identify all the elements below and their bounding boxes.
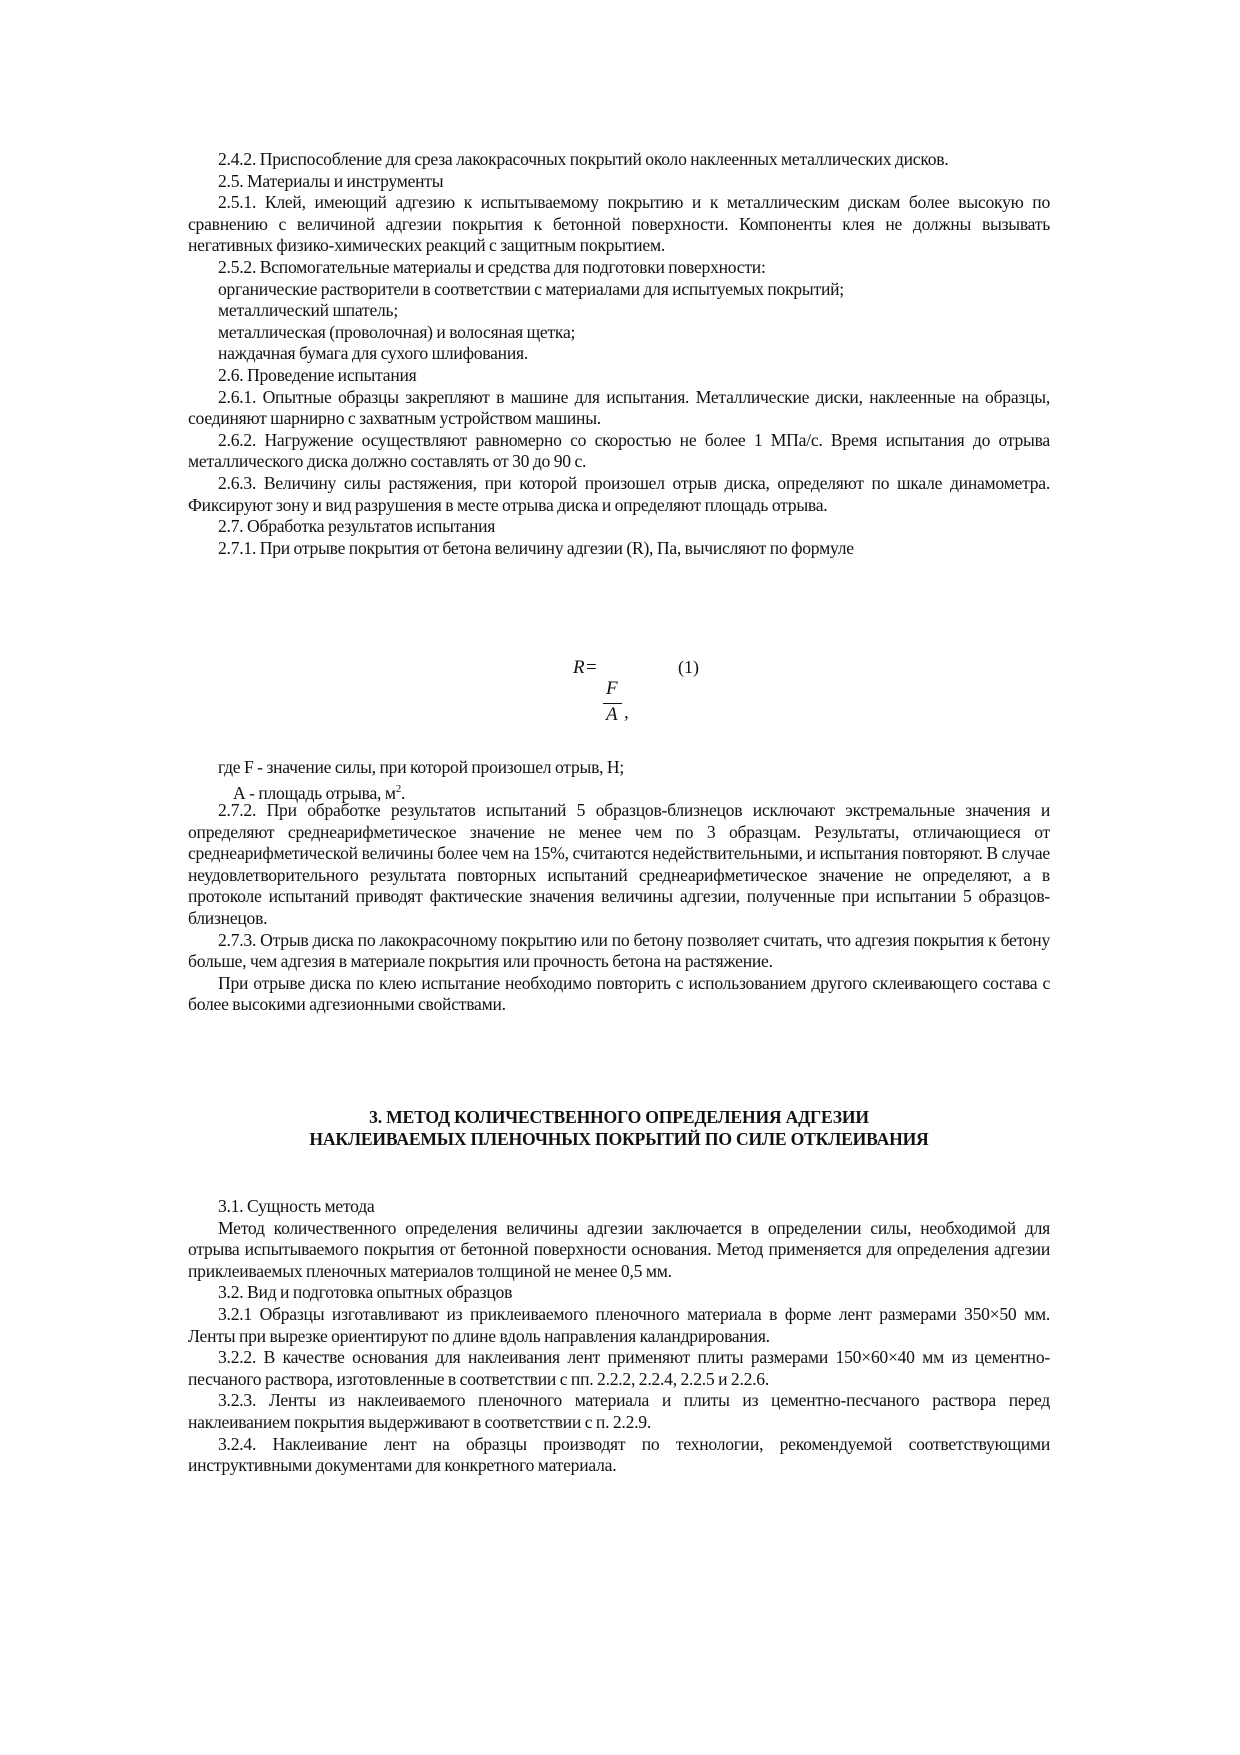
paragraph: наждачная бумага для сухого шлифования. bbox=[218, 343, 528, 364]
paragraph: 2.7.1. При отрыве покрытия от бетона величину адгезии (R), Па, вычисляют по формуле bbox=[218, 537, 854, 558]
paragraph: 2.7.2. При обработке результатов испытаний 5 образцов-близнецов исключают экстремальные значения и определяют среднеарифметическое значение не менее чем по 3 образцам. Результаты, отличающиеся от среднеарифметической величины более чем на 15%, считаются недействительными, и испытания повторяют. В случае неудовлетворительного результата повторных испытаний среднеарифметическое значение не определяют, а в протоколе испытаний приводят фактические значения величины адгезии, полученные при испытании 5 образцов-близнецов. bbox=[188, 800, 1050, 928]
paragraph: 2.6. Проведение испытания bbox=[218, 364, 417, 385]
section-3-heading bbox=[188, 1107, 1050, 1150]
formula-lhs: R bbox=[573, 657, 585, 678]
legend-area-end: . bbox=[400, 782, 406, 803]
paragraph: металлический шпатель; bbox=[218, 300, 398, 321]
paragraph: 2.7. Обработка результатов испытания bbox=[218, 516, 496, 537]
paragraph: 3.2.2. В качестве основания для наклеивания лент применяют плиты размерами 150×60×40 мм из цементно-песчаного раствора, изготовленные в соответствии с пп. 2.2.2, 2.2.4, 2.2.5 и 2.2.6. bbox=[188, 1347, 1050, 1389]
legend-force: где F - значение силы, при которой произошел отрыв, Н; bbox=[218, 757, 625, 777]
formula-legend bbox=[188, 757, 1050, 804]
paragraph: 2.4.2. Приспособление для среза лакокрасочных покрытий около наклеенных металлических дисков. bbox=[218, 149, 949, 169]
paragraph: 3.2. Вид и подготовка опытных образцов bbox=[218, 1282, 513, 1303]
paragraph: 2.5.1. Клей, имеющий адгезию к испытываемому покрытию и к металлическим дискам более высокую по сравнению с величиной адгезии покрытия к бетонной поверхности. Компоненты клея не должны вызывать негативных физико-химических реакций с защитным покрытием. bbox=[188, 192, 1050, 256]
paragraph: Метод количественного определения величины адгезии заключается в определении силы, необходимой для отрыва испытываемого покрытия от бетонной поверхности основания. Метод применяется для определения адгезии приклеиваемых пленочных материалов толщиной не менее 0,5 мм. bbox=[188, 1217, 1050, 1281]
paragraph: 2.6.2. Нагружение осуществляют равномерно со скоростью не более 1 МПа/с. Время испытания до отрыва металлического диска должно составлять от 30 до 90 с. bbox=[188, 429, 1050, 472]
formula-numerator: F bbox=[606, 678, 618, 699]
legend-area-text: А - площадь отрыва, м bbox=[233, 782, 396, 803]
paragraph: 2.6.1. Опытные образцы закрепляют в машине для испытания. Металлические диски, наклеенные на образцы, соединяют шарнирно с захватным устройством машины. bbox=[188, 386, 1050, 429]
paragraph: При отрыве диска по клею испытание необходимо повторить с использованием другого склеивающего состава с более высокими адгезионными свойствами. bbox=[188, 972, 1050, 1015]
formula-comma: , bbox=[624, 702, 629, 723]
paragraph: 3.2.4. Наклеивание лент на образцы производят по технологии, рекомендуемой соответствующими инструктивными документами для конкретного материала. bbox=[188, 1433, 1050, 1476]
paragraph: 2.5. Материалы и инструменты bbox=[218, 170, 444, 191]
paragraph: 3.2.3. Ленты из наклеиваемого пленочного материала и плиты из цементно-песчаного раствора перед наклеиванием покрытия выдерживают в соответствии с п. 2.2.9. bbox=[188, 1390, 1050, 1432]
paragraph: 3.2.1 Образцы изготавливают из приклеиваемого пленочного материала в форме лент размерами 350×50 мм. Ленты при вырезке ориентируют по длине вдоль направления каландрирования. bbox=[188, 1303, 1050, 1346]
paragraph: 2.6.3. Величину силы растяжения, при которой произошел отрыв диска, определяют по шкале динамометра. Фиксируют зону и вид разрушения в месте отрыва диска и определяют площадь отрыва. bbox=[188, 472, 1050, 515]
formula-equals: = bbox=[586, 657, 597, 678]
paragraph: 3.1. Сущность метода bbox=[218, 1196, 375, 1216]
superscript: 2 bbox=[395, 782, 401, 795]
paragraph: металлическая (проволочная) и волосяная щетка; bbox=[218, 321, 576, 342]
paragraph: 2.7.3. Отрыв диска по лакокрасочному покрытию или по бетону позволяет считать, что адгезия покрытия к бетону больше, чем адгезия в материале покрытия или прочность бетона на растяжение. bbox=[188, 929, 1050, 972]
formula-denominator: A bbox=[606, 704, 618, 725]
paragraph: органические растворители в соответствии с материалами для испытуемых покрытий; bbox=[218, 278, 844, 299]
paragraph: 2.5.2. Вспомогательные материалы и средства для подготовки поверхности: bbox=[218, 256, 766, 277]
section-2-text bbox=[188, 149, 1050, 559]
heading-line-2: НАКЛЕИВАЕМЫХ ПЛЕНОЧНЫХ ПОКРЫТИЙ ПО СИЛЕ ОТКЛЕИВАНИЯ bbox=[309, 1128, 929, 1149]
section-2-continued bbox=[188, 800, 1050, 1016]
section-3-text bbox=[188, 1196, 1050, 1477]
heading-line-1: 3. МЕТОД КОЛИЧЕСТВЕННОГО ОПРЕДЕЛЕНИЯ АДГЕЗИИ bbox=[369, 1107, 869, 1127]
formula-number: (1) bbox=[678, 657, 699, 677]
